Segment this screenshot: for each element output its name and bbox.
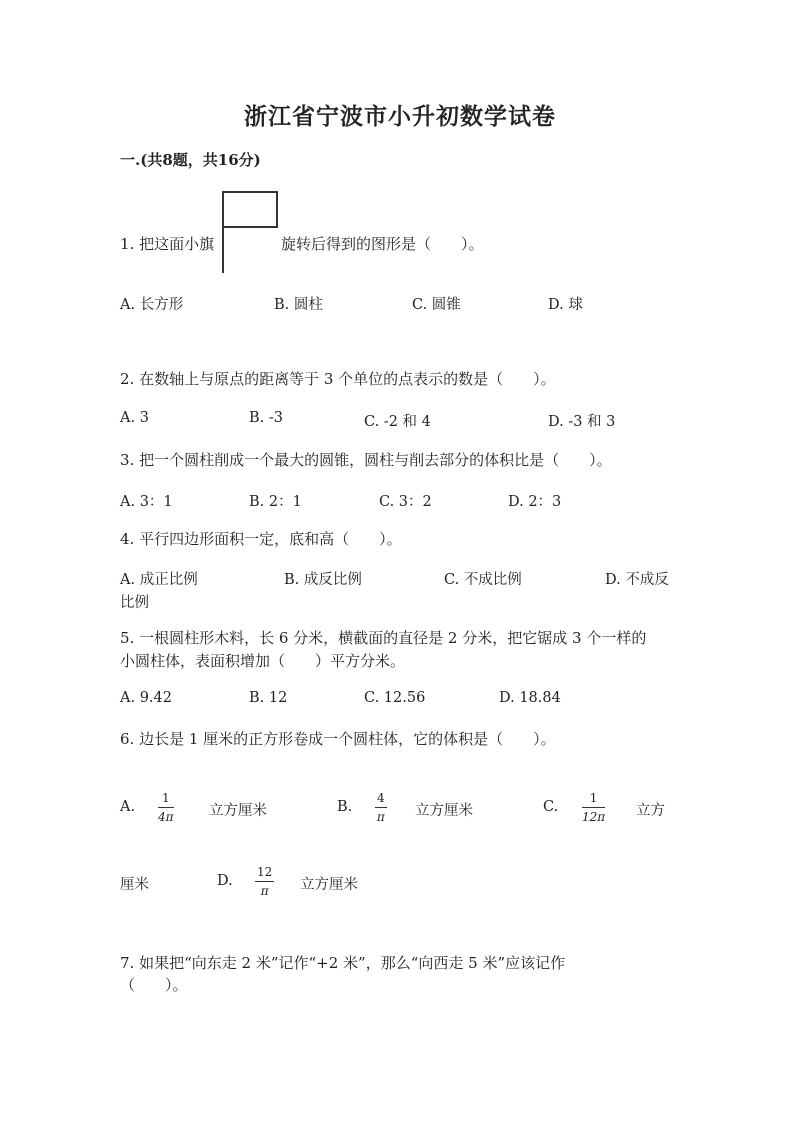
q2-option-b[interactable]: B. -3 <box>249 410 283 426</box>
q4-option-c[interactable]: C. 不成比例 <box>444 572 522 588</box>
question-6-text: 6. 边长是 1 厘米的正方形卷成一个圆柱体，它的体积是（ ）。 <box>120 730 556 748</box>
fraction-numerator: 4 <box>375 792 387 808</box>
q6-option-c-fraction <box>582 792 605 824</box>
q3-option-c[interactable]: C. 3：2 <box>379 494 432 510</box>
q1-option-a[interactable]: A. 长方形 <box>120 297 184 313</box>
fraction-denominator: π <box>376 810 385 824</box>
fraction-numerator: 12 <box>255 866 274 882</box>
q5-option-a[interactable]: A. 9.42 <box>120 690 172 706</box>
q6-option-a-fraction <box>158 792 174 824</box>
q6-option-c-label[interactable]: C. <box>543 799 559 815</box>
fraction-denominator: 4π <box>158 810 174 824</box>
q5-option-b[interactable]: B. 12 <box>249 690 288 706</box>
fraction-denominator: π <box>260 884 269 898</box>
q3-option-b[interactable]: B. 2：1 <box>249 494 302 510</box>
question-7-line-2: （ ）。 <box>120 976 188 994</box>
question-2-text: 2. 在数轴上与原点的距离等于 3 个单位的点表示的数是（ ）。 <box>120 370 556 388</box>
fraction-denominator: 12π <box>582 810 606 824</box>
q5-option-d[interactable]: D. 18.84 <box>499 690 561 706</box>
q4-option-d[interactable]: D. 不成反 <box>605 572 669 588</box>
q3-option-d[interactable]: D. 2：3 <box>508 494 562 510</box>
q6-option-d-label[interactable]: D. <box>217 873 233 889</box>
fraction-numerator: 1 <box>582 792 605 808</box>
q5-option-c[interactable]: C. 12.56 <box>364 690 426 706</box>
q6-option-d-fraction <box>255 866 274 898</box>
question-5-line-2: 小圆柱体，表面积增加（ ）平方分米。 <box>120 652 406 670</box>
fraction-numerator: 1 <box>158 792 174 808</box>
section-heading: 一.(共8题，共16分) <box>120 151 261 169</box>
question-1-text-before: 1. 把这面小旗 <box>120 235 215 253</box>
q6-option-a-label[interactable]: A. <box>120 799 136 815</box>
q2-option-a[interactable]: A. 3 <box>120 410 149 426</box>
question-5-line-1: 5. 一根圆柱形木料，长 6 分米，横截面的直径是 2 分米，把它锯成 3 个一样的 <box>120 629 647 647</box>
q4-option-b[interactable]: B. 成反比例 <box>284 572 362 588</box>
q6-option-a-unit: 立方厘米 <box>209 803 267 819</box>
q2-option-c[interactable]: C. -2 和 4 <box>364 414 431 430</box>
q2-option-d[interactable]: D. -3 和 3 <box>548 414 616 430</box>
q6-option-c-unit: 立方 <box>636 803 665 819</box>
q1-option-b[interactable]: B. 圆柱 <box>274 297 323 313</box>
q6-option-d-unit: 立方厘米 <box>300 877 358 893</box>
question-1-text-after: 旋转后得到的图形是（ ）。 <box>281 235 484 253</box>
page-title: 浙江省宁波市小升初数学试卷 <box>244 103 556 130</box>
question-3-text: 3. 把一个圆柱削成一个最大的圆锥，圆柱与削去部分的体积比是（ ）。 <box>120 451 612 469</box>
q4-option-d-wrap: 比例 <box>120 595 149 611</box>
q6-option-b-unit: 立方厘米 <box>415 803 473 819</box>
q6-option-b-fraction <box>375 792 387 824</box>
q3-option-a[interactable]: A. 3：1 <box>120 494 173 510</box>
q1-option-c[interactable]: C. 圆锥 <box>412 297 461 313</box>
question-7-line-1: 7. 如果把“向东走 2 米”记作“+2 米”，那么“向西走 5 米”应该记作 <box>120 954 566 972</box>
q4-option-a[interactable]: A. 成正比例 <box>120 572 198 588</box>
q6-option-c-unit-wrap: 厘米 <box>120 877 149 893</box>
q1-option-d[interactable]: D. 球 <box>548 297 583 313</box>
flag-icon <box>221 191 279 273</box>
q6-option-b-label[interactable]: B. <box>337 799 353 815</box>
question-4-text: 4. 平行四边形面积一定，底和高（ ）。 <box>120 530 402 548</box>
